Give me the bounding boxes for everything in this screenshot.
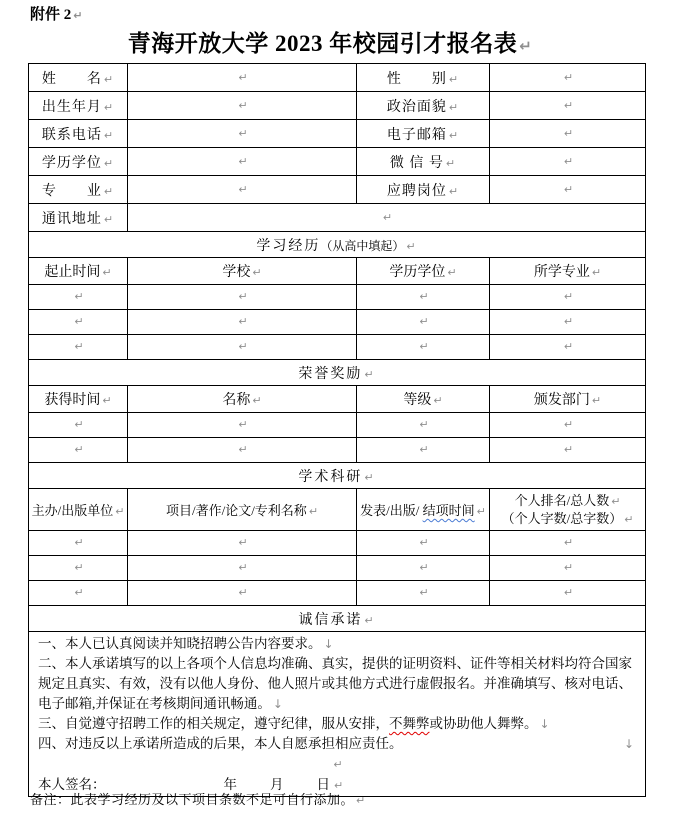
- header-text: 颁发部门: [533, 393, 590, 408]
- commitment-section-title: [29, 606, 646, 632]
- paragraph-mark: ↵: [448, 72, 460, 86]
- paragraph-mark: ↵: [563, 561, 574, 574]
- paragraph-mark: ↵: [563, 418, 574, 431]
- major-label: [29, 176, 128, 204]
- paragraph-mark: ↵: [476, 505, 486, 518]
- paragraph-mark: ↵: [238, 98, 248, 112]
- section-title-text: 荣誉奖励: [298, 366, 363, 382]
- name-input-cell[interactable]: [128, 64, 357, 92]
- education-header-major: [490, 258, 646, 285]
- paragraph-mark: ↵: [238, 536, 248, 549]
- info-row-phone-email: [29, 120, 646, 148]
- address-input-cell[interactable]: [128, 204, 646, 232]
- paragraph-mark: ↵: [238, 443, 248, 456]
- paragraph-mark: ↵: [419, 340, 429, 353]
- commitment-body-row: [29, 632, 646, 797]
- paragraph-mark: ↵: [563, 536, 574, 549]
- research-header-pubdate: [357, 489, 490, 531]
- empty-cell[interactable]: [490, 531, 646, 556]
- blank-line: [38, 754, 636, 775]
- empty-cell[interactable]: [128, 285, 357, 310]
- empty-cell[interactable]: [357, 413, 490, 438]
- date-placeholder: 年 月 日: [223, 777, 332, 792]
- paragraph-mark: ↵: [103, 100, 115, 114]
- paragraph-mark: ↵: [103, 128, 115, 142]
- paragraph-mark: ↵: [611, 494, 621, 508]
- empty-cell[interactable]: [29, 285, 128, 310]
- header-text: 名称: [222, 393, 251, 408]
- paragraph-mark: ↵: [563, 443, 574, 456]
- education-header-period: [29, 258, 128, 285]
- empty-cell[interactable]: [128, 438, 357, 463]
- paragraph-mark: ↵: [364, 470, 376, 484]
- paragraph-mark: ↵: [519, 37, 533, 55]
- paragraph-mark: ↵: [308, 505, 319, 518]
- paragraph-mark: ↵: [433, 394, 443, 407]
- empty-cell[interactable]: [490, 285, 646, 310]
- attachment-text: 附件 2: [30, 7, 72, 23]
- address-label: [29, 204, 128, 232]
- research-empty-row: [29, 531, 646, 556]
- phone-label: [29, 120, 128, 148]
- paragraph-mark: ↵: [419, 586, 429, 599]
- paragraph-mark: ↵: [382, 210, 393, 224]
- header-line-2: [492, 510, 643, 528]
- education-header-school: [128, 258, 357, 285]
- paragraph-mark: ↵: [334, 779, 344, 792]
- header-text: 发表/出版/: [360, 503, 423, 518]
- paragraph-mark: ↵: [364, 367, 376, 381]
- application-form-table: [28, 63, 646, 797]
- header-text: 所学专业: [533, 265, 590, 280]
- commitment-item-1: [38, 634, 636, 654]
- empty-cell[interactable]: [490, 581, 646, 606]
- label-text: 学历学位: [41, 155, 102, 171]
- degree-label: [29, 148, 128, 176]
- paragraph-mark: ↵: [74, 418, 84, 431]
- empty-cell[interactable]: [357, 581, 490, 606]
- paragraph-mark: ↵: [445, 156, 457, 170]
- paragraph-mark: ↵: [563, 290, 574, 303]
- paragraph-mark: ↵: [563, 340, 574, 353]
- section-title-text: 诚信承诺: [298, 612, 363, 628]
- commitment-text: 一、本人已认真阅读并知晓招聘公告内容要求。: [38, 636, 322, 651]
- paragraph-mark: ↵: [238, 561, 248, 574]
- major-input-cell[interactable]: [128, 176, 357, 204]
- paragraph-mark: ↵: [563, 98, 574, 112]
- paragraph-mark: ↵: [115, 505, 125, 518]
- linebreak-mark: ↓: [272, 697, 283, 711]
- paragraph-mark: ↵: [419, 315, 429, 328]
- empty-cell[interactable]: [29, 335, 128, 360]
- empty-cell[interactable]: [357, 556, 490, 581]
- research-header-row: [29, 489, 646, 531]
- paragraph-mark: ↵: [591, 266, 602, 279]
- paragraph-mark: ↵: [419, 443, 429, 456]
- empty-cell[interactable]: [490, 556, 646, 581]
- paragraph-mark: ↵: [103, 212, 115, 226]
- paragraph-mark: ↵: [73, 9, 83, 22]
- paragraph-mark: ↵: [238, 315, 248, 328]
- education-section-title: [29, 232, 646, 258]
- spellcheck-underlined-text: 结项时间: [422, 503, 475, 518]
- linebreak-mark: ↓: [539, 717, 550, 731]
- commitment-text-cell: [29, 632, 646, 797]
- honors-header-level: [357, 386, 490, 413]
- paragraph-mark: ↵: [238, 70, 248, 84]
- paragraph-mark: ↵: [563, 586, 574, 599]
- header-text: 获得时间: [44, 393, 101, 408]
- paragraph-mark: ↵: [563, 315, 574, 328]
- education-empty-row: [29, 335, 646, 360]
- honors-header-time: [29, 386, 128, 413]
- email-input-cell[interactable]: [490, 120, 646, 148]
- info-row-name-gender: [29, 64, 646, 92]
- linebreak-mark: ↓: [323, 637, 334, 651]
- paragraph-mark: ↵: [419, 290, 429, 303]
- phone-input-cell[interactable]: [128, 120, 357, 148]
- honors-section-title: [29, 360, 646, 386]
- commitment-item-4: [38, 734, 636, 754]
- paragraph-mark: ↵: [238, 290, 248, 303]
- research-header-publisher: [29, 489, 128, 531]
- political-status-label: [357, 92, 490, 120]
- empty-cell[interactable]: [357, 310, 490, 335]
- paragraph-mark: ↵: [238, 418, 248, 431]
- name-label: [29, 64, 128, 92]
- education-empty-row: [29, 310, 646, 335]
- paragraph-mark: ↵: [447, 266, 457, 279]
- label-text: 微 信 号: [389, 155, 444, 171]
- header-text: （个人字数/总字数）: [501, 510, 623, 526]
- page-title: [0, 25, 660, 58]
- paragraph-mark: ↵: [624, 512, 634, 526]
- paragraph-mark: ↵: [563, 182, 574, 196]
- paragraph-mark: ↵: [448, 128, 460, 142]
- label-text: 出生年月: [41, 99, 102, 115]
- empty-cell[interactable]: [357, 438, 490, 463]
- commitment-text: 或协助他人舞弊。: [429, 716, 538, 731]
- paragraph-mark: ↵: [563, 126, 574, 140]
- education-header-row: [29, 258, 646, 285]
- paragraph-mark: ↵: [563, 70, 574, 84]
- applied-position-label: [357, 176, 490, 204]
- section-title-note: （从高中填起）: [320, 238, 405, 253]
- email-label: [357, 120, 490, 148]
- paragraph-mark: ↵: [356, 794, 366, 807]
- label-text: 通讯地址: [41, 211, 102, 227]
- label-text: 专 业: [41, 183, 102, 199]
- applied-position-input-cell[interactable]: [490, 176, 646, 204]
- label-text: 性 别: [386, 71, 447, 87]
- paragraph-mark: ↵: [238, 154, 248, 168]
- paragraph-mark: ↵: [252, 266, 262, 279]
- paragraph-mark: ↵: [238, 586, 248, 599]
- paragraph-mark: ↵: [419, 536, 429, 549]
- birthdate-input-cell[interactable]: [128, 92, 357, 120]
- empty-cell[interactable]: [29, 581, 128, 606]
- empty-cell[interactable]: [357, 285, 490, 310]
- empty-cell[interactable]: [490, 438, 646, 463]
- header-text: 学历学位: [389, 265, 446, 280]
- paragraph-mark: ↵: [74, 290, 84, 303]
- empty-cell[interactable]: [490, 335, 646, 360]
- paragraph-mark: ↵: [448, 184, 460, 198]
- paragraph-mark: ↵: [103, 184, 115, 198]
- wechat-label: [357, 148, 490, 176]
- paragraph-mark: ↵: [364, 613, 376, 627]
- empty-cell[interactable]: [128, 413, 357, 438]
- paragraph-mark: ↵: [74, 586, 84, 599]
- label-text: 应聘岗位: [386, 183, 447, 199]
- paragraph-mark: ↵: [102, 394, 112, 407]
- paragraph-mark: ↵: [252, 394, 262, 407]
- research-header-ranking: [490, 489, 646, 531]
- empty-cell[interactable]: [29, 413, 128, 438]
- empty-cell[interactable]: [29, 556, 128, 581]
- education-header-degree: [357, 258, 490, 285]
- honors-empty-row: [29, 438, 646, 463]
- paragraph-mark: ↵: [238, 340, 248, 353]
- section-title-text: 学术科研: [298, 469, 363, 485]
- empty-cell[interactable]: [128, 335, 357, 360]
- research-header-title: [128, 489, 357, 531]
- header-text: 项目/著作/论文/专利名称: [165, 503, 307, 518]
- footer-note-text: 备注：此表学习经历及以下项目条数不足可自行添加。: [30, 792, 355, 807]
- empty-cell[interactable]: [128, 581, 357, 606]
- info-row-degree-wechat: [29, 148, 646, 176]
- empty-cell[interactable]: [357, 335, 490, 360]
- paragraph-mark: ↵: [419, 418, 429, 431]
- paragraph-mark: ↵: [74, 315, 84, 328]
- attachment-label: [30, 3, 82, 24]
- paragraph-mark: ↵: [74, 561, 84, 574]
- header-text: 等级: [403, 393, 432, 408]
- commitment-item-3: [38, 714, 636, 734]
- label-text: 联系电话: [41, 127, 102, 143]
- honors-header-name: [128, 386, 357, 413]
- info-row-address: [29, 204, 646, 232]
- section-title-text: 学习经历: [256, 238, 321, 254]
- honors-section-row: [29, 360, 646, 386]
- empty-cell[interactable]: [490, 310, 646, 335]
- info-row-birth-political: [29, 92, 646, 120]
- education-empty-row: [29, 285, 646, 310]
- signature-label: 本人签名：: [38, 777, 106, 792]
- paragraph-mark: ↵: [74, 443, 84, 456]
- honors-header-row: [29, 386, 646, 413]
- paragraph-mark: ↵: [591, 394, 602, 407]
- info-row-major-position: [29, 176, 646, 204]
- header-text: 主办/出版单位: [31, 503, 114, 518]
- research-section-row: [29, 463, 646, 489]
- header-text: 起止时间: [44, 265, 101, 280]
- label-text: 电子邮箱: [386, 127, 447, 143]
- empty-cell[interactable]: [128, 531, 357, 556]
- commitment-item-2: [38, 654, 636, 714]
- commitment-text: 二、本人承诺填写的以上各项个人信息均准确、真实，提供的证明资料、证件等相关材料均符合国家规定且真实、有效，没有以他人身份、他人照片或其他方式进行虚假报名。并准确填写、核对电话、电子邮箱,并保证在考核期间通讯畅通。: [38, 656, 632, 711]
- education-section-row: [29, 232, 646, 258]
- footer-note: [30, 789, 366, 808]
- empty-cell[interactable]: [29, 438, 128, 463]
- paragraph-mark: ↵: [563, 154, 574, 168]
- commitment-text: 四、对违反以上承诺所造成的后果，本人自愿承担相应责任。: [38, 736, 403, 751]
- honors-empty-row: [29, 413, 646, 438]
- paragraph-mark: ↵: [448, 100, 460, 114]
- paragraph-mark: ↵: [238, 182, 248, 196]
- paragraph-mark: ↵: [406, 239, 418, 253]
- research-section-title: [29, 463, 646, 489]
- birthdate-label: [29, 92, 128, 120]
- wechat-input-cell[interactable]: [490, 148, 646, 176]
- research-empty-row: [29, 556, 646, 581]
- gender-input-cell[interactable]: [490, 64, 646, 92]
- paragraph-mark: ↵: [74, 340, 84, 353]
- empty-cell[interactable]: [29, 531, 128, 556]
- empty-cell[interactable]: [490, 413, 646, 438]
- header-text: 学校: [222, 265, 251, 280]
- paragraph-mark: ↵: [333, 758, 343, 771]
- paragraph-mark: ↵: [238, 126, 248, 140]
- commitment-text: 三、自觉遵守招聘工作的相关规定，遵守纪律，服从安排，: [38, 716, 389, 731]
- page-title-text: 青海开放大学 2023 年校园引才报名表: [127, 31, 518, 56]
- empty-cell[interactable]: [357, 531, 490, 556]
- honors-header-issuer: [490, 386, 646, 413]
- paragraph-mark: ↵: [419, 561, 429, 574]
- empty-cell[interactable]: [128, 556, 357, 581]
- commitment-section-row: [29, 606, 646, 632]
- label-text: 姓 名: [41, 71, 102, 87]
- paragraph-mark: ↵: [102, 266, 112, 279]
- research-empty-row: [29, 581, 646, 606]
- empty-cell[interactable]: [128, 310, 357, 335]
- degree-input-cell[interactable]: [128, 148, 357, 176]
- empty-cell[interactable]: [29, 310, 128, 335]
- header-line-1: [492, 492, 643, 510]
- spellcheck-underlined-text: 不舞弊: [389, 716, 430, 731]
- paragraph-mark: ↵: [74, 536, 84, 549]
- political-status-input-cell[interactable]: [490, 92, 646, 120]
- label-text: 政治面貌: [386, 99, 447, 115]
- paragraph-mark: ↵: [103, 156, 115, 170]
- linebreak-mark: ↓: [623, 737, 634, 751]
- paragraph-mark: ↵: [103, 72, 115, 86]
- gender-label: [357, 64, 490, 92]
- header-text: 个人排名/总人数: [514, 492, 610, 508]
